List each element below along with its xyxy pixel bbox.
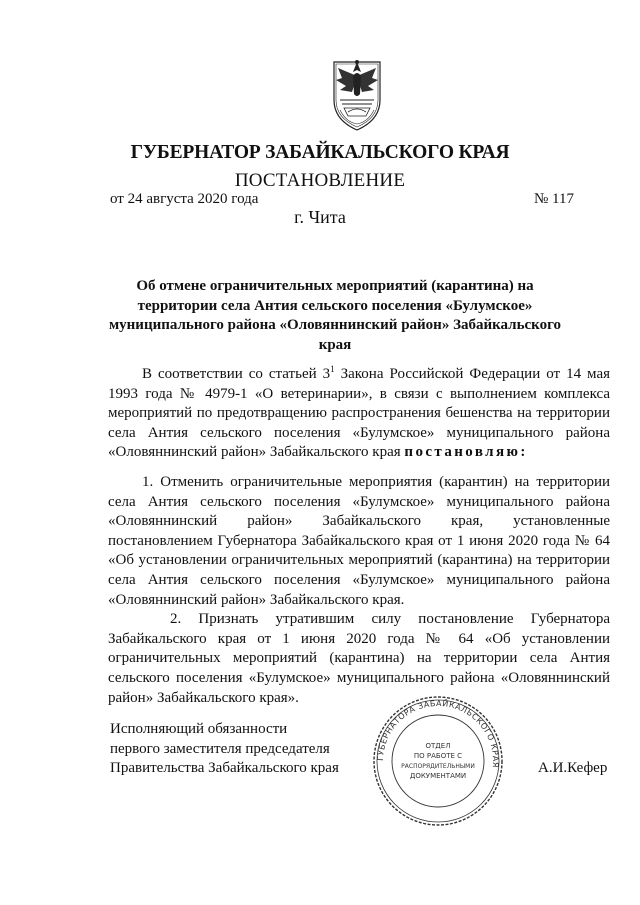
decree-item-2-text: 2. Признать утратившим силу постановление Губернатора Забайкальского края от 1 июня 2020 года № 64 «Об установлении ограничительных мероприятий (карантина) на территории села Антия сельского поселения «Булумское» муниципального района «Оловяннинский район» Забайкальского края».: [108, 611, 610, 706]
preamble-text-2: Закона Российской Федерации от 14 мая 1993 года № 4979-1 «О ветеринарии», в связи с выполнением комплекса мероприятий по предотвращению распространения бешенства на территории села Антия сельского поселения «Булумское» муниципального района «Оловяннинский район» Забайкальского края: [108, 366, 611, 461]
document-type: ПОСТАНОВЛЕНИЕ: [234, 170, 406, 191]
signatory-position: [110, 720, 339, 779]
preamble-superscript: 1: [330, 364, 335, 374]
decree-keyword: постановляю:: [404, 444, 528, 461]
document-date: от 24 августа 2020 года: [110, 191, 259, 207]
signatory-position-line-3: Правительства Забайкальского края: [110, 760, 339, 777]
document-number: № 117: [533, 191, 574, 207]
stamp-line-3: РАСПОРЯДИТЕЛЬНЫМИ: [401, 763, 475, 770]
preamble-text-1: В соответствии со статьей 3: [142, 366, 331, 382]
stamp-line-4: ДОКУМЕНТАМИ: [409, 772, 467, 780]
document-city: г. Чита: [294, 207, 346, 227]
signatory-name: А.И.Кефер: [538, 760, 608, 776]
signatory-position-line-1: Исполняющий обязанности: [110, 721, 288, 737]
decree-item-1: [108, 473, 610, 610]
preamble: [108, 365, 610, 463]
stamp-line-2: ПО РАБОТЕ С: [413, 752, 463, 760]
signatory-position-line-2: первого заместителя председателя: [110, 740, 330, 757]
official-stamp-icon: [371, 694, 505, 828]
decree-item-2: [108, 610, 610, 708]
document-body: [108, 365, 610, 708]
stamp-line-1: ОТДЕЛ: [425, 742, 451, 750]
decree-item-1-text: 1. Отменить ограничительные мероприятия (карантин) на территории села Антия сельского поселения «Булумское» муниципального района «Оловяннинский район» Забайкальского края, установленные постановлением Губернатора Забайкальского края от 1 июня 2020 года № 64 «Об установлении ограничительных мероприятий (карантина) на территории села Антия сельского поселения «Булумское» муниципального района «Оловяннинский район» Забайкальского края.: [108, 473, 610, 608]
document-title: Об отмене ограничительных мероприятий (карантина) на территории села Антия сельского поселения «Булумское» муниципального района «Оловяннинский район» Забайкальского края: [108, 278, 562, 353]
stamp-outer-text: ГУБЕРНАТОРА ЗАБАЙКАЛЬСКОГО КРАЯ: [375, 698, 501, 769]
organization-heading: ГУБЕРНАТОР ЗАБАЙКАЛЬСКОГО КРАЯ: [130, 142, 510, 163]
coat-of-arms-icon: [326, 56, 388, 132]
